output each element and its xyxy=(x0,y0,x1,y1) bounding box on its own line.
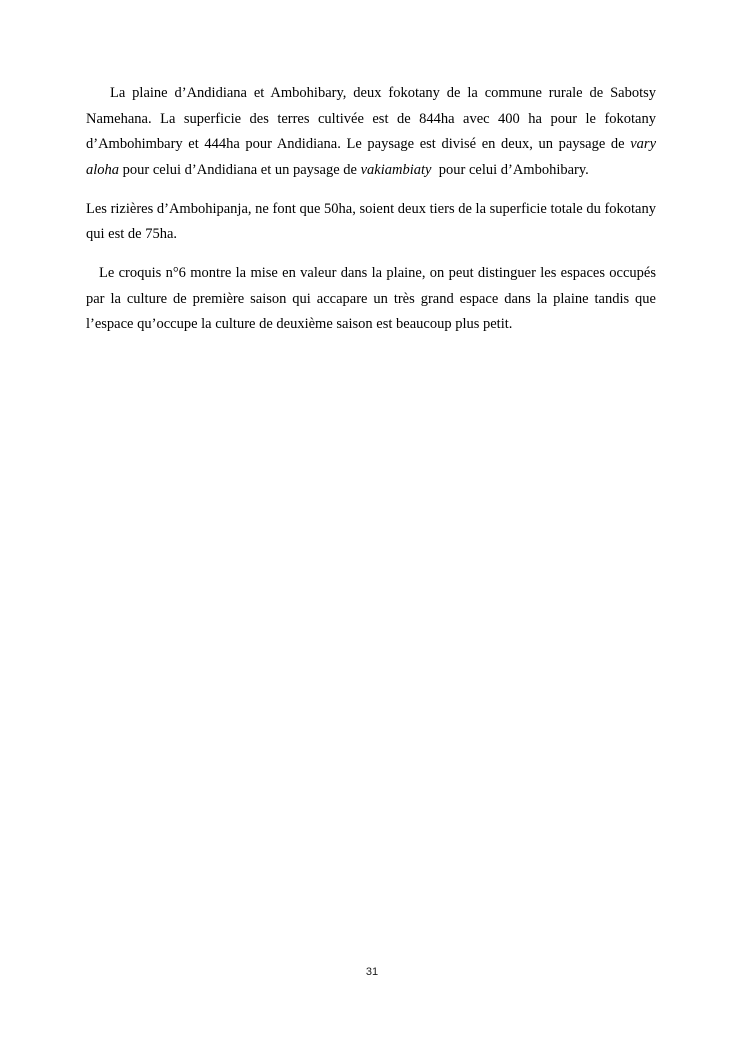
italic-text-run: vakiambiaty xyxy=(360,161,432,178)
text-run: pour celui d’Andidiana et un paysage de xyxy=(119,161,361,178)
paragraph-croquis-n6 xyxy=(86,261,656,338)
italic-text-run: vary aloha xyxy=(86,136,656,178)
paragraph-rizieres-ambohipanja xyxy=(86,197,656,248)
text-run: La plaine d’Andidiana et Ambohibary, deux fokotany de la commune rurale de Sabotsy Namehana. La superficie des terres cultivée est de 844ha avec 400 ha pour le fokotany d’Ambohimbary et 444ha pour Andidiana. Le paysage est divisé en deux, un paysage de xyxy=(86,85,656,152)
text-run: pour celui d’Ambohibary. xyxy=(431,161,589,178)
text-body xyxy=(86,81,656,351)
page-number: 31 xyxy=(365,966,379,978)
paragraph-plaine-andidiana xyxy=(86,81,656,183)
text-run: Le croquis n°6 montre la mise en valeur dans la plaine, on peut distinguer les espaces occupés par la culture de première saison qui accapare un très grand espace dans la plaine tandis que l’espace qu’occupe la culture de deuxième saison est beaucoup plus petit. xyxy=(86,265,656,332)
text-run: Les rizières d’Ambohipanja, ne font que 50ha, soient deux tiers de la superficie totale du fokotany qui est de 75ha. xyxy=(86,200,656,242)
